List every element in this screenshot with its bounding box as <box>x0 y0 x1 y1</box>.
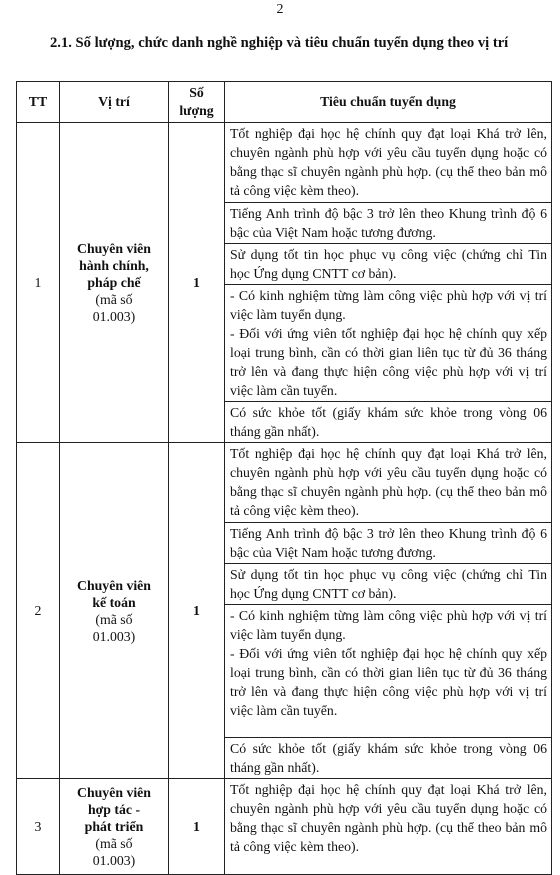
standard-cell: Tiếng Anh trình độ bậc 3 trở lên theo Khung trình độ 6 bậc của Việt Nam hoặc tương đương. <box>225 523 552 564</box>
position-name-line: hợp tác - <box>87 802 141 817</box>
position-name-line: Chuyên viên <box>77 241 151 256</box>
header-quantity-line2: lượng <box>179 103 214 118</box>
position-code-line: 01.003) <box>92 309 136 324</box>
position-name-line: hành chính, <box>79 258 149 273</box>
position-name-line: Chuyên viên <box>77 785 151 800</box>
page-number: 2 <box>276 2 284 17</box>
standard-cell: Có sức khỏe tốt (giấy khám sức khỏe trong vòng 06 tháng gần nhất). <box>225 402 552 443</box>
recruitment-table <box>16 81 552 875</box>
standard-cell: Sử dụng tốt tin học phục vụ công việc (chứng chỉ Tin học Ứng dụng CNTT cơ bản). <box>225 244 552 285</box>
standard-cell: - Có kinh nghiệm từng làm công việc phù hợp với vị trí việc làm tuyển dụng. - Đối với ứng viên tốt nghiệp đại học hệ chính quy xếp loại trung bình, cần có thời gian liên tục từ đủ 36 tháng trở lên và đang thực hiện công việc phù hợp với vị trí việc làm cần tuyển. <box>225 285 552 402</box>
header-standards: Tiêu chuẩn tuyển dụng <box>225 82 552 123</box>
standard-cell: Tốt nghiệp đại học hệ chính quy đạt loại Khá trở lên, chuyên ngành phù hợp với yêu cầu tuyển dụng hoặc có bằng thạc sĩ chuyên ngành phù hợp. (cụ thể theo bản mô tả công việc kèm theo). <box>225 779 552 875</box>
quantity-cell: 1 <box>169 123 225 443</box>
position-code-line: (mã số <box>95 292 133 307</box>
standard-cell: Có sức khỏe tốt (giấy khám sức khỏe trong vòng 06 tháng gần nhất). <box>225 738 552 779</box>
standard-cell: Sử dụng tốt tin học phục vụ công việc (chứng chỉ Tin học Ứng dụng CNTT cơ bản). <box>225 564 552 605</box>
header-quantity-line1: Số <box>189 85 204 100</box>
header-tt: TT <box>17 82 60 123</box>
quantity-cell: 1 <box>169 443 225 779</box>
row-number: 2 <box>17 443 60 779</box>
position-code-line: 01.003) <box>92 628 136 644</box>
position-cell <box>60 779 169 875</box>
standard-cell: Tốt nghiệp đại học hệ chính quy đạt loại Khá trở lên, chuyên ngành phù hợp với yêu cầu tuyển dụng hoặc có bằng thạc sĩ chuyên ngành phù hợp. (cụ thể theo bản mô tả công việc kèm theo). <box>225 443 552 523</box>
header-quantity <box>169 82 225 123</box>
standard-cell: - Có kinh nghiệm từng làm công việc phù hợp với vị trí việc làm tuyển dụng. - Đối với ứng viên tốt nghiệp đại học hệ chính quy xếp loại trung bình, cần có thời gian liên tục từ đủ 36 tháng trở lên và đang thực hiện công việc phù hợp với vị trí việc làm cần tuyển. <box>225 605 552 738</box>
position-code-line: (mã số <box>95 836 133 851</box>
table-header-row <box>17 82 552 123</box>
position-name-line: Chuyên viên <box>77 577 151 593</box>
row-number: 3 <box>17 779 60 875</box>
position-name-line: pháp chế <box>87 275 141 290</box>
section-heading: 2.1. Số lượng, chức danh nghề nghiệp và tiêu chuẩn tuyển dụng theo vị trí <box>50 35 509 51</box>
position-code-line: 01.003) <box>92 853 136 868</box>
standard-cell: Tốt nghiệp đại học hệ chính quy đạt loại Khá trở lên, chuyên ngành phù hợp với yêu cầu tuyển dụng hoặc có bằng thạc sĩ chuyên ngành phù hợp. (cụ thể theo bản mô tả công việc kèm theo). <box>225 123 552 203</box>
position-cell <box>60 443 169 779</box>
table-row <box>17 779 552 875</box>
table-row <box>17 123 552 203</box>
position-cell <box>60 123 169 443</box>
position-code-line: (mã số <box>95 611 133 627</box>
quantity-cell: 1 <box>169 779 225 875</box>
position-name-line: phát triển <box>84 819 144 834</box>
header-position: Vị trí <box>60 82 169 123</box>
row-number: 1 <box>17 123 60 443</box>
position-name-line: kế toán <box>92 594 136 610</box>
table-row <box>17 443 552 523</box>
table-body <box>17 123 552 875</box>
standard-cell: Tiếng Anh trình độ bậc 3 trở lên theo Khung trình độ 6 bậc của Việt Nam hoặc tương đương. <box>225 203 552 244</box>
